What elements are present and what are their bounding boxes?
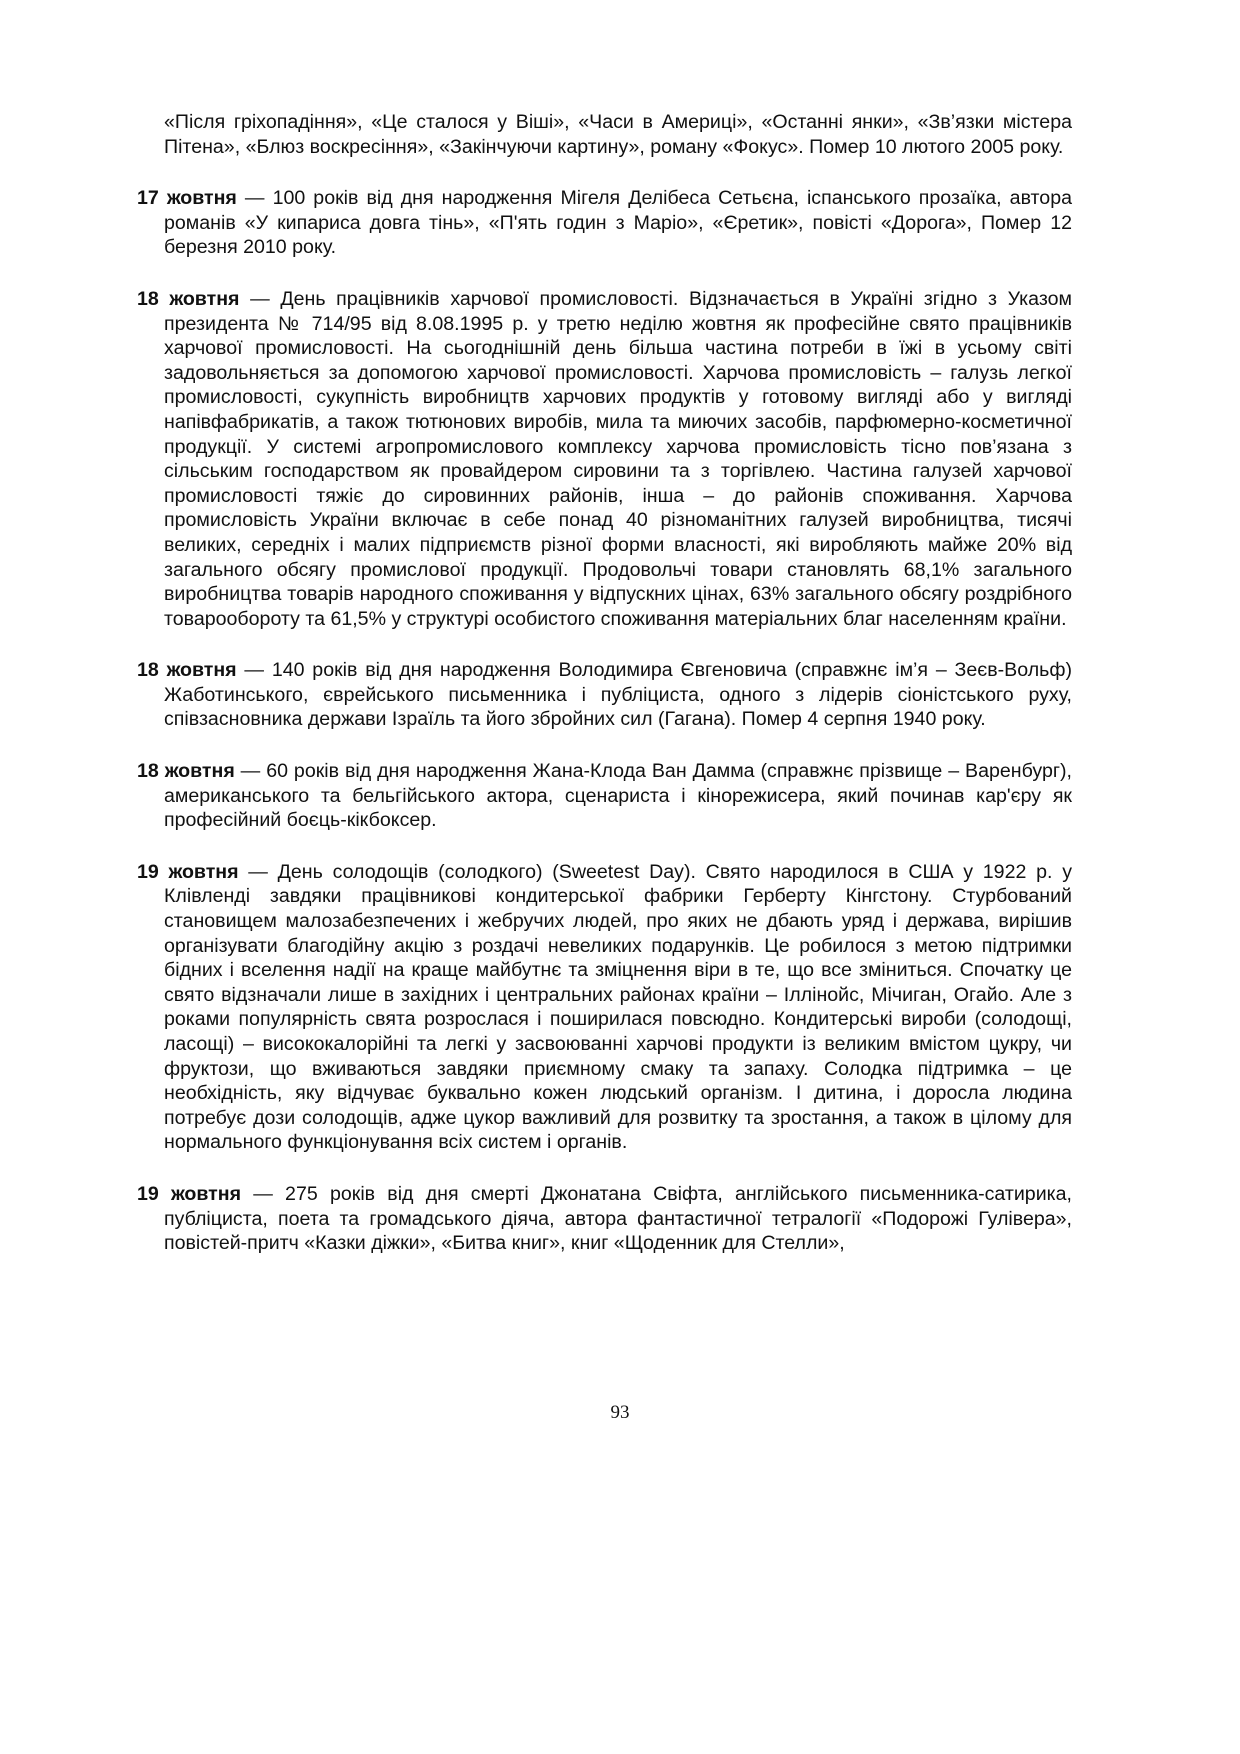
entry-oct18-food-industry [137, 287, 1072, 631]
entry-continuation [137, 110, 1072, 159]
entry-date: 19 жовтня [137, 1182, 242, 1205]
entry-oct19-sweetest-day [137, 860, 1072, 1155]
entry-text: — 100 років від дня народження Мігеля Делібеса Сетьєна, іспанського прозаїка, автора романів «У кипариса довга тінь», «П'ять годин з Маріо», «Єретик», повісті «Дорога», Помер 12 березня 2010 року. [164, 187, 1072, 259]
entry-text: — 140 років від дня народження Володимира Євгеновича (справжнє ім’я – Зеєв-Вольф) Жаботинського, єврейського письменника і публіциста, одного з лідерів сіоністського руху, співзасновника держави Ізраїль та його збройних сил (Гагана). Помер 4 серпня 1940 року. [164, 659, 1072, 731]
entry-text: — 275 років від дня смерті Джонатана Свіфта, англійського письменника-сатирика, публіциста, поета та громадського діяча, автора фантастичної тетралогії «Подорожі Гулівера», повістей-притч «Казки діжки», «Битва книг», книг «Щоденник для Стелли», [164, 1182, 1072, 1255]
entry-date: 18 жовтня [137, 287, 240, 310]
entry-date: 17 жовтня [137, 187, 237, 210]
entry-date: 18 жовтня [137, 659, 237, 682]
entry-oct17-delibes [137, 186, 1072, 260]
entry-oct18-jabotinsky [137, 658, 1072, 732]
entry-text: — День працівників харчової промисловості. Відзначається в Україні згідно з Указом президента № 714/95 від 8.08.1995 р. у третю неділю жовтня як професійне свято працівників харчової промисловості. На сьогоднішній день більша частина потреби в їжі в усьому світі задовольняється за допомогою харчової промисловості. Харчова промисловість – галузь легкої промисловості, сукупність виробництв харчових продуктів у готовому вигляді або у вигляді напівфабрикатів, а також тютюнових виробів, мила та миючих засобів, парфюмерно-косметичної продукції. У системі агропромислового комплексу харчова промисловість тісно пов’язана з сільським господарством як провайдером сировини та з торгівлею. Частина галузей харчової промисловості тяжіє до сировинних районів, інша – до районів споживання. Харчова промисловість України включає в себе понад 40 різноманітних галузей виробництва, тисячі великих, середніх і малих підприємств різної форми власності, які виробляють майже 20% від загального обсягу промислової продукції. Продовольчі товари становлять 68,1% загального виробництва товарів народного споживання у відпускних цінах, 63% загального обсягу роздрібного товарообороту та 61,5% у структурі особистого споживання матеріальних благ населенням країни. [164, 287, 1072, 630]
entry-date: 18 жовтня [137, 760, 235, 783]
page-number: 93 [610, 1402, 630, 1423]
page-content [137, 110, 1072, 1283]
entry-text: — 60 років від дня народження Жана-Клода Ван Дамма (справжнє прізвище – Варенбург), американського та бельгійського актора, сценариста і кінорежисера, який починав кар'єру як професійний боєць-кікбоксер. [164, 760, 1072, 832]
entry-oct18-van-damme [137, 759, 1072, 833]
entry-date: 19 жовтня [137, 860, 239, 883]
entry-text: — День солодощів (солодкого) (Sweetest Day). Свято народилося в США у 1922 р. у Клівленді завдяки працівникові кондитерської фабрики Герберту Кінгстону. Стурбований становищем малозабезпечених і жебручих людей, про яких не дбають уряд і держава, вирішив організувати благодійну акцію з роздачі невеликих подарунків. Це робилося з метою підтримки бідних і вселення надії на краще майбутнє та зміцнення віри в те, що все зміниться. Спочатку це свято відзначали лише в західних і центральних районах країни – Іллінойс, Мічиган, Огайо. Але з роками популярність свята розрослася і поширилася повсюдно. Кондитерські вироби (солодощі, ласощі) – висококалорійні та легкі у засвоюванні харчові продукти із великим вмістом цукру, чи фруктози, що вживаються завдяки приємному смаку та запаху. Солодка підтримка – це необхідність, яку відчуває буквально кожен людський організм. І дитина, і доросла людина потребує дози солодощів, адже цукор важливий для розвитку та зростання, а також в цілому для нормального функціонування всіх систем і органів. [164, 860, 1072, 1154]
entry-oct19-swift [137, 1182, 1072, 1256]
entry-text: «Після гріхопадіння», «Це сталося у Віші», «Часи в Америці», «Останні янки», «Зв’язки містера Пітена», «Блюз воскресіння», «Закінчуючи картину», роману «Фокус». Помер 10 лютого 2005 року. [164, 111, 1072, 158]
